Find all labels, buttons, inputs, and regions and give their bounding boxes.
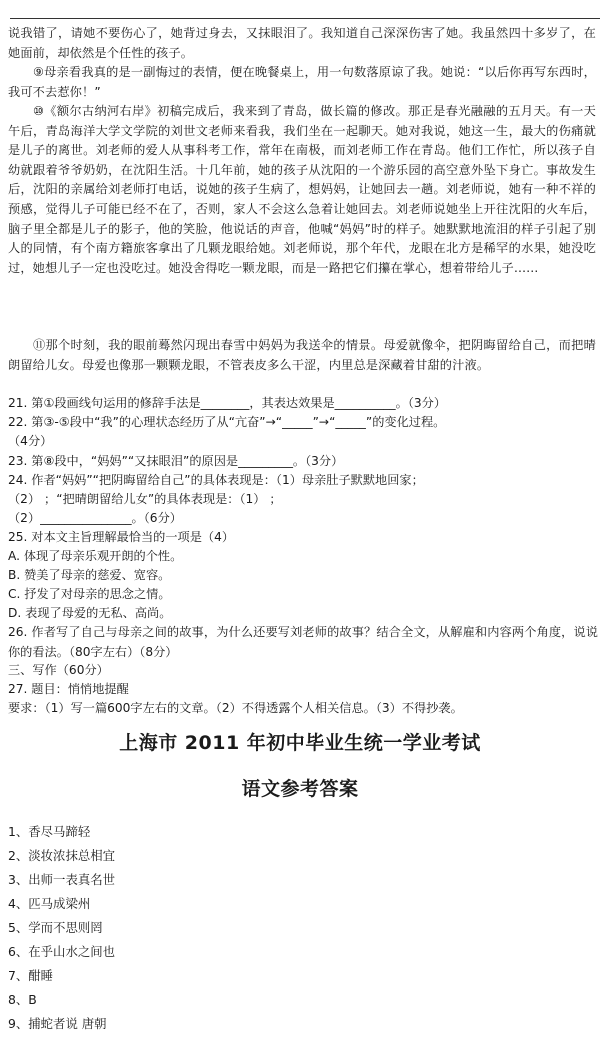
passage-paragraph-11: ⑪那个时刻，我的眼前蓦然闪现出春雪中妈妈为我送伞的情景。母爱就像伞，把阴晦留给自己，而把晴朗留给儿女。母爱也像那一颗颗龙眼，不管表皮多么干涩，内里总是深藏着甘甜的汁液。 (8, 338, 596, 372)
option-d: D. 表现了母爱的无私、高尚。 (8, 606, 172, 620)
answer-item: 6、在乎山水之间也 (8, 944, 116, 959)
answer-item: 2、淡妆浓抹总相宜 (8, 848, 116, 863)
passage-paragraph-9: ⑨母亲看我真的是一副悔过的表情，便在晚餐桌上，用一句数落原谅了我。她说：“以后你再写东西时，我可不去惹你！” (8, 65, 596, 99)
answer-item: 9、捕蛇者说 唐朝 (8, 1016, 107, 1031)
answer-item: 5、学而不思则罔 (8, 920, 103, 935)
question-21: 21. 第①段画线句运用的修辞手法是________，其表达效果是__________。（3分） (8, 396, 447, 410)
option-c: C. 抒发了对母亲的思念之情。 (8, 587, 171, 601)
option-a: A. 体现了母亲乐观开朗的个性。 (8, 549, 183, 563)
option-b: B. 赞美了母亲的慈爱、宽容。 (8, 568, 171, 582)
answer-key-heading: 上海市 2011 年初中毕业生统一学业考试 (119, 732, 481, 754)
answer-item: 3、出师一表真名世 (8, 872, 116, 887)
question-24-line2: （2） ；“把晴朗留给儿女”的具体表现是：（1） ； (8, 492, 282, 506)
answer-item: 8、B (8, 992, 37, 1007)
answer-item: 7、酣睡 (8, 968, 54, 983)
question-22: 22. 第③-⑤段中“我”的心理状态经历了从“亢奋”→“_____”→“_____”的变化过程。 (8, 415, 446, 429)
writing-requirements: 要求：（1）写一篇600字左右的文章。（2）不得透露个人相关信息。（3）不得抄袭。 (8, 701, 463, 715)
question-24: 24. 作者“妈妈”“把阴晦留给自己”的具体表现是：（1）母亲肚子默默地回家； (8, 473, 424, 487)
answer-key-subheading: 语文参考答案 (241, 778, 359, 800)
question-22-score: （4分） (8, 434, 53, 448)
passage-paragraph-10: ⑩《额尔古纳河右岸》初稿完成后，我来到了青岛，做长篇的修改。那正是春光融融的五月天。有一天午后，青岛海洋大学文学院的刘世文老师来看我，我们坐在一起聊天。她对我说，她这一生，最大的伤痛就是儿子的离世。刘老师的爱人从事科考工作，常年在南极，而刘老师工作在青岛。他们工作忙，所以孩子自幼就跟着爷爷奶奶，在沈阳生活。十几年前，她的孩子从沈阳的一个游乐园的高空意外坠下身亡。事故发生后，沈阳的亲属给刘老师打电话，说她的孩子生病了，想妈妈，让她回去一趟。刘老师说，她有一种不祥的预感，觉得儿子可能已经不在了，否则，家人不会这么急着让她回去。刘老师说她坐上开往沈阳的火车后，脑子里全都是儿子的影子，他的笑脸，他说话的声音，他喊“妈妈”时的样子。她默默地流泪的样子引起了别人的同情，有个南方籍旅客拿出了几颗龙眼给她。刘老师说，那个年代，龙眼在北方是稀罕的水果，她没吃过，她想儿子一定也没吃过。她没舍得吃一颗龙眼，而是一路把它们攥在掌心，想着带给儿子…… (8, 104, 596, 275)
question-27: 27. 题目：悄悄地提醒 (8, 682, 129, 696)
question-26: 26. 作者写了自己与母亲之间的故事，为什么还要写刘老师的故事？结合全文，从解雇和内容两个角度，说说你的看法。（80字左右）（8分） (8, 625, 598, 659)
top-rule (10, 18, 600, 19)
section-writing: 三、写作（60分） (8, 663, 109, 677)
question-24-line3: （2）_______________。（6分） (8, 511, 182, 525)
question-23: 23. 第⑧段中，“妈妈”“又抹眼泪”的原因是_________。（3分） (8, 454, 344, 468)
question-25: 25. 对本文主旨理解最恰当的一项是（4） (8, 530, 235, 544)
answer-item: 1、香尽马蹄轻 (8, 824, 91, 839)
passage-paragraph-1: 说我错了，请她不要伤心了，她背过身去，又抹眼泪了。我知道自己深深伤害了她。我虽然四十多岁了，在她面前，却依然是个任性的孩子。 (8, 26, 596, 60)
answer-item: 4、匹马成梁州 (8, 896, 91, 911)
